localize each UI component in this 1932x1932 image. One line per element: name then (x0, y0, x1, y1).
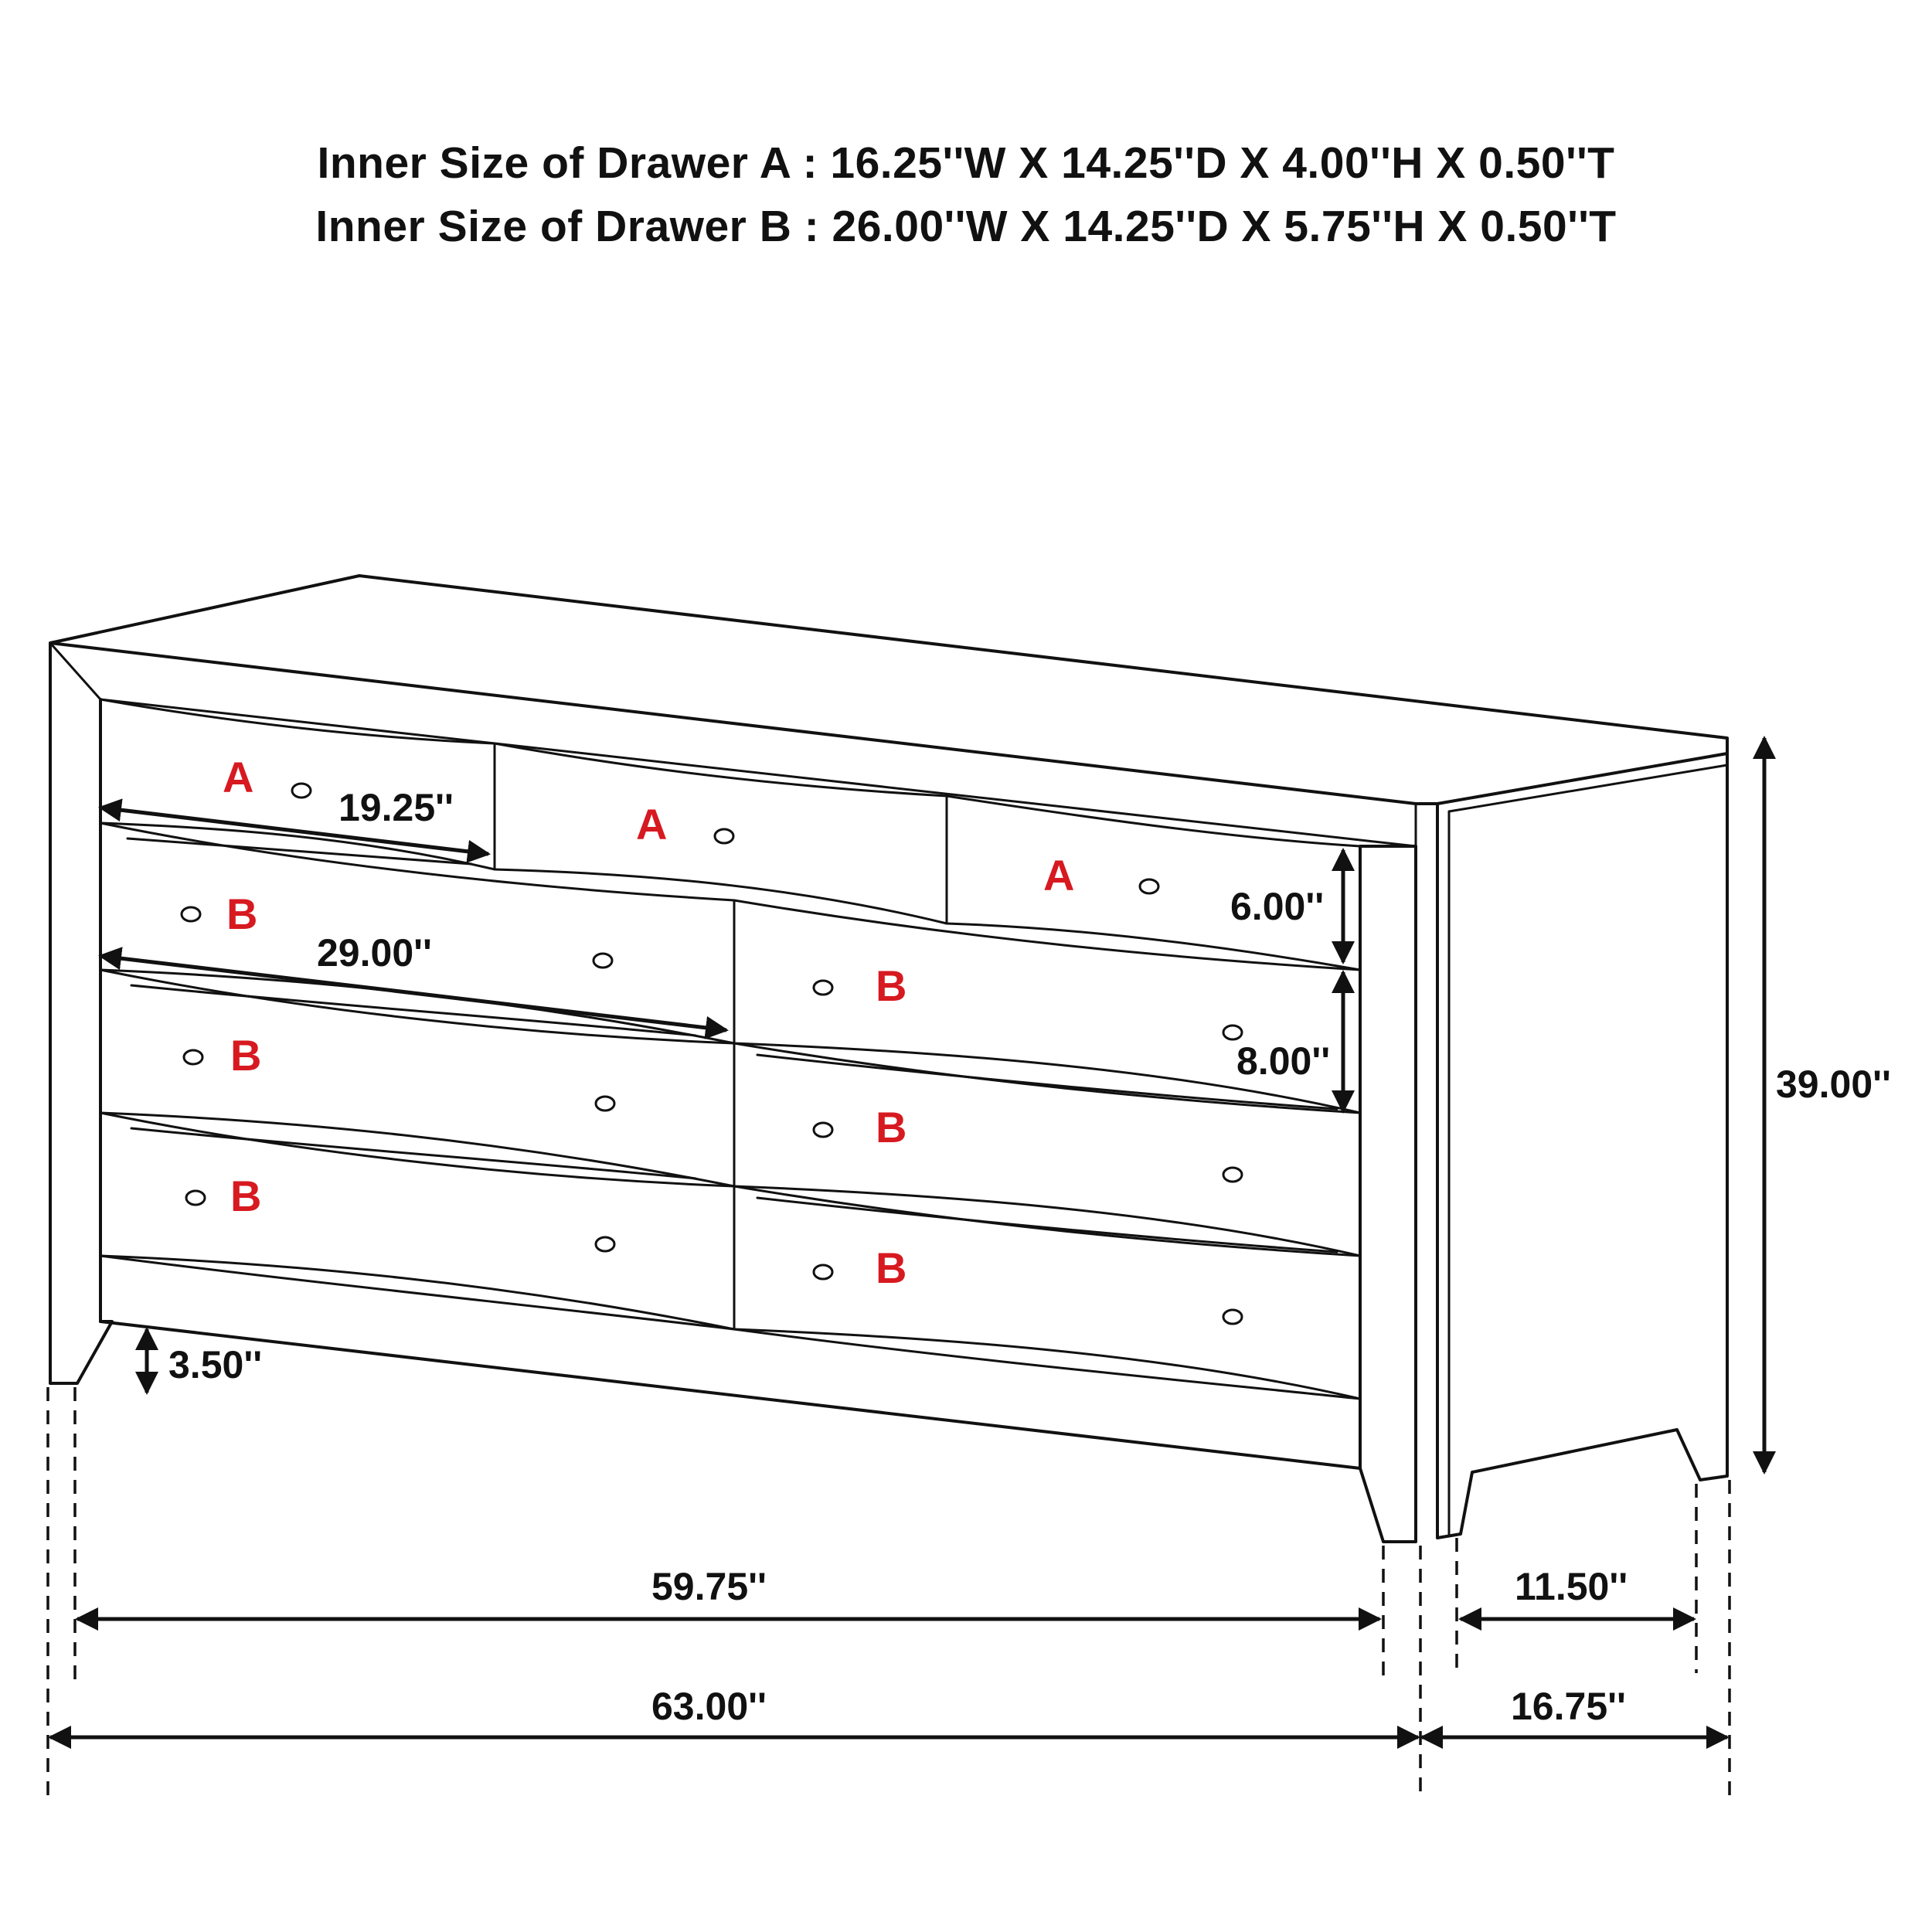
dim-leg-height: 3.50'' (168, 1343, 263, 1386)
drawer-label-b: B (876, 1103, 907, 1151)
drawer-label-b: B (226, 889, 258, 938)
drawer-b-inner-size: Inner Size of Drawer B : 26.00''W X 14.25''D X 5.75''H X 0.50''T (315, 202, 1617, 251)
drawer-knobs (182, 784, 1242, 1324)
drawer-label-b: B (230, 1031, 262, 1080)
dim-drawer-b-height: 8.00'' (1236, 1039, 1331, 1083)
drawer-a-inner-size: Inner Size of Drawer A : 16.25''W X 14.25''D X 4.00''H X 0.50''T (317, 138, 1615, 188)
dim-drawer-b-width: 29.00'' (317, 931, 432, 975)
dimension-lines (50, 738, 1764, 1737)
drawer-label-b: B (876, 961, 907, 1010)
drawer-label-a: A (1043, 851, 1075, 900)
dim-drawer-a-height: 6.00'' (1230, 885, 1325, 928)
drawer-label-b: B (230, 1172, 262, 1220)
dim-total-depth: 16.75'' (1511, 1685, 1626, 1728)
dim-total-width: 63.00'' (651, 1685, 767, 1728)
drawer-fronts (100, 699, 1360, 1399)
drawer-label-b: B (876, 1243, 907, 1292)
drawer-label-a: A (223, 753, 254, 801)
drawer-label-a: A (636, 800, 668, 849)
dim-total-height: 39.00'' (1776, 1063, 1891, 1106)
dim-drawer-a-width: 19.25'' (338, 786, 454, 829)
dresser-outline (50, 576, 1727, 1542)
dim-inner-depth: 11.50'' (1515, 1565, 1628, 1608)
dim-inner-width: 59.75'' (651, 1565, 767, 1608)
